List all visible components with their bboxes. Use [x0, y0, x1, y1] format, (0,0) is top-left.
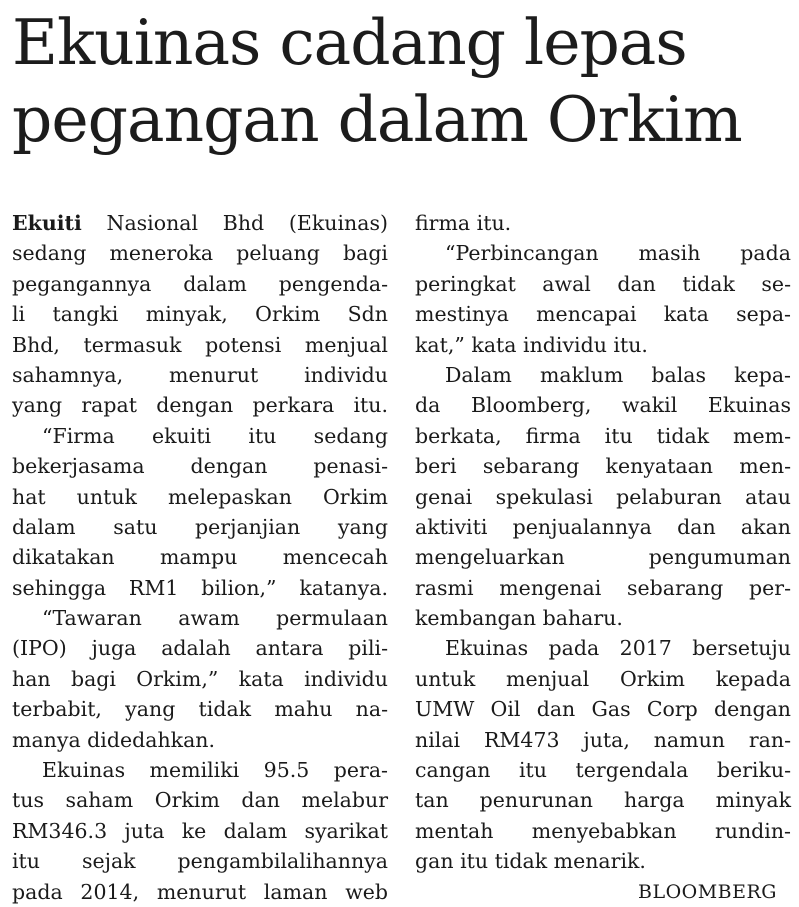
article-line: untuk menjual Orkim kepada	[415, 666, 791, 691]
article-line: mengeluarkan pengumuman	[415, 545, 791, 570]
article-line: cangan itu tergendala beriku-	[415, 758, 791, 783]
headline-line-2: pegangan dalam Orkim	[12, 83, 742, 156]
article-line: Bhd, termasuk potensi menjual	[12, 332, 388, 357]
article-line: li tangki minyak, Orkim Sdn	[12, 302, 388, 327]
article-line: Ekuinas pada 2017 bersetuju	[445, 636, 791, 661]
article-line: tan penurunan harga minyak	[415, 788, 791, 813]
article-line	[12, 208, 388, 238]
lead-word: Ekuiti	[12, 211, 82, 235]
byline-credit: BLOOMBERG	[637, 880, 777, 903]
article-line: (IPO) juga adalah antara pili-	[12, 636, 388, 661]
article-line: Dalam maklum balas kepa-	[445, 362, 791, 387]
lead-rest: Nasional Bhd (Ekuinas)	[81, 211, 388, 235]
headline	[12, 4, 797, 158]
article-line: sedang meneroka peluang bagi	[12, 241, 388, 266]
article-line: terbabit, yang tidak mahu na-	[12, 697, 388, 722]
article-line: sehingga RM1 bilion,” katanya.	[12, 575, 388, 600]
article-line: RM346.3 juta ke dalam syarikat	[12, 818, 388, 843]
article-body	[12, 208, 797, 904]
article-line: genai spekulasi pelaburan atau	[415, 484, 791, 509]
article-line: manya didedahkan.	[12, 727, 216, 752]
article-column-right	[415, 208, 791, 907]
article-line: hat untuk melepaskan Orkim	[12, 484, 388, 509]
article-line: bekerjasama dengan penasi-	[12, 454, 388, 479]
article-line: aktiviti penjualannya dan akan	[415, 514, 791, 539]
article-line: firma itu.	[415, 211, 512, 235]
article-line: kembangan baharu.	[415, 606, 623, 631]
article-line: nilai RM473 juta, namun ran-	[415, 727, 791, 752]
article-line: pada 2014, menurut laman web	[12, 879, 388, 904]
article-line: rasmi mengenai sebarang per-	[415, 575, 791, 600]
headline-line-1: Ekuinas cadang lepas	[12, 6, 687, 79]
article-line: beri sebarang kenyataan men-	[415, 454, 791, 479]
article-column-left	[12, 208, 388, 907]
article-line: sahamnya, menurut individu	[12, 362, 388, 387]
article-line: tus saham Orkim dan melabur	[12, 788, 388, 813]
article-line: kat,” kata individu itu.	[415, 332, 648, 357]
article-line: mestinya mencapai kata sepa-	[415, 302, 791, 327]
article-line: UMW Oil dan Gas Corp dengan	[415, 697, 791, 722]
article-line: da Bloomberg, wakil Ekuinas	[415, 393, 791, 418]
article-line: berkata, firma itu tidak mem-	[415, 423, 791, 448]
article-line: dalam satu perjanjian yang	[12, 514, 388, 539]
article-line: han bagi Orkim,” kata individu	[12, 666, 388, 691]
article-line: “Tawaran awam permulaan	[42, 606, 388, 631]
article-line: Ekuinas memiliki 95.5 pera-	[42, 758, 388, 783]
article-line: yang rapat dengan perkara itu.	[12, 393, 388, 418]
article-line: peringkat awal dan tidak se-	[415, 271, 791, 296]
article-line: gan itu tidak menarik.	[415, 849, 646, 874]
article-line: itu sejak pengambilalihannya	[12, 849, 388, 874]
article-line: mentah menyebabkan rundin-	[415, 818, 791, 843]
article-line: dikatakan mampu mencecah	[12, 545, 388, 570]
article-line: “Firma ekuiti itu sedang	[42, 423, 388, 448]
article-line: “Perbincangan masih pada	[445, 241, 791, 266]
article-line: pegangannya dalam pengenda-	[12, 271, 388, 296]
